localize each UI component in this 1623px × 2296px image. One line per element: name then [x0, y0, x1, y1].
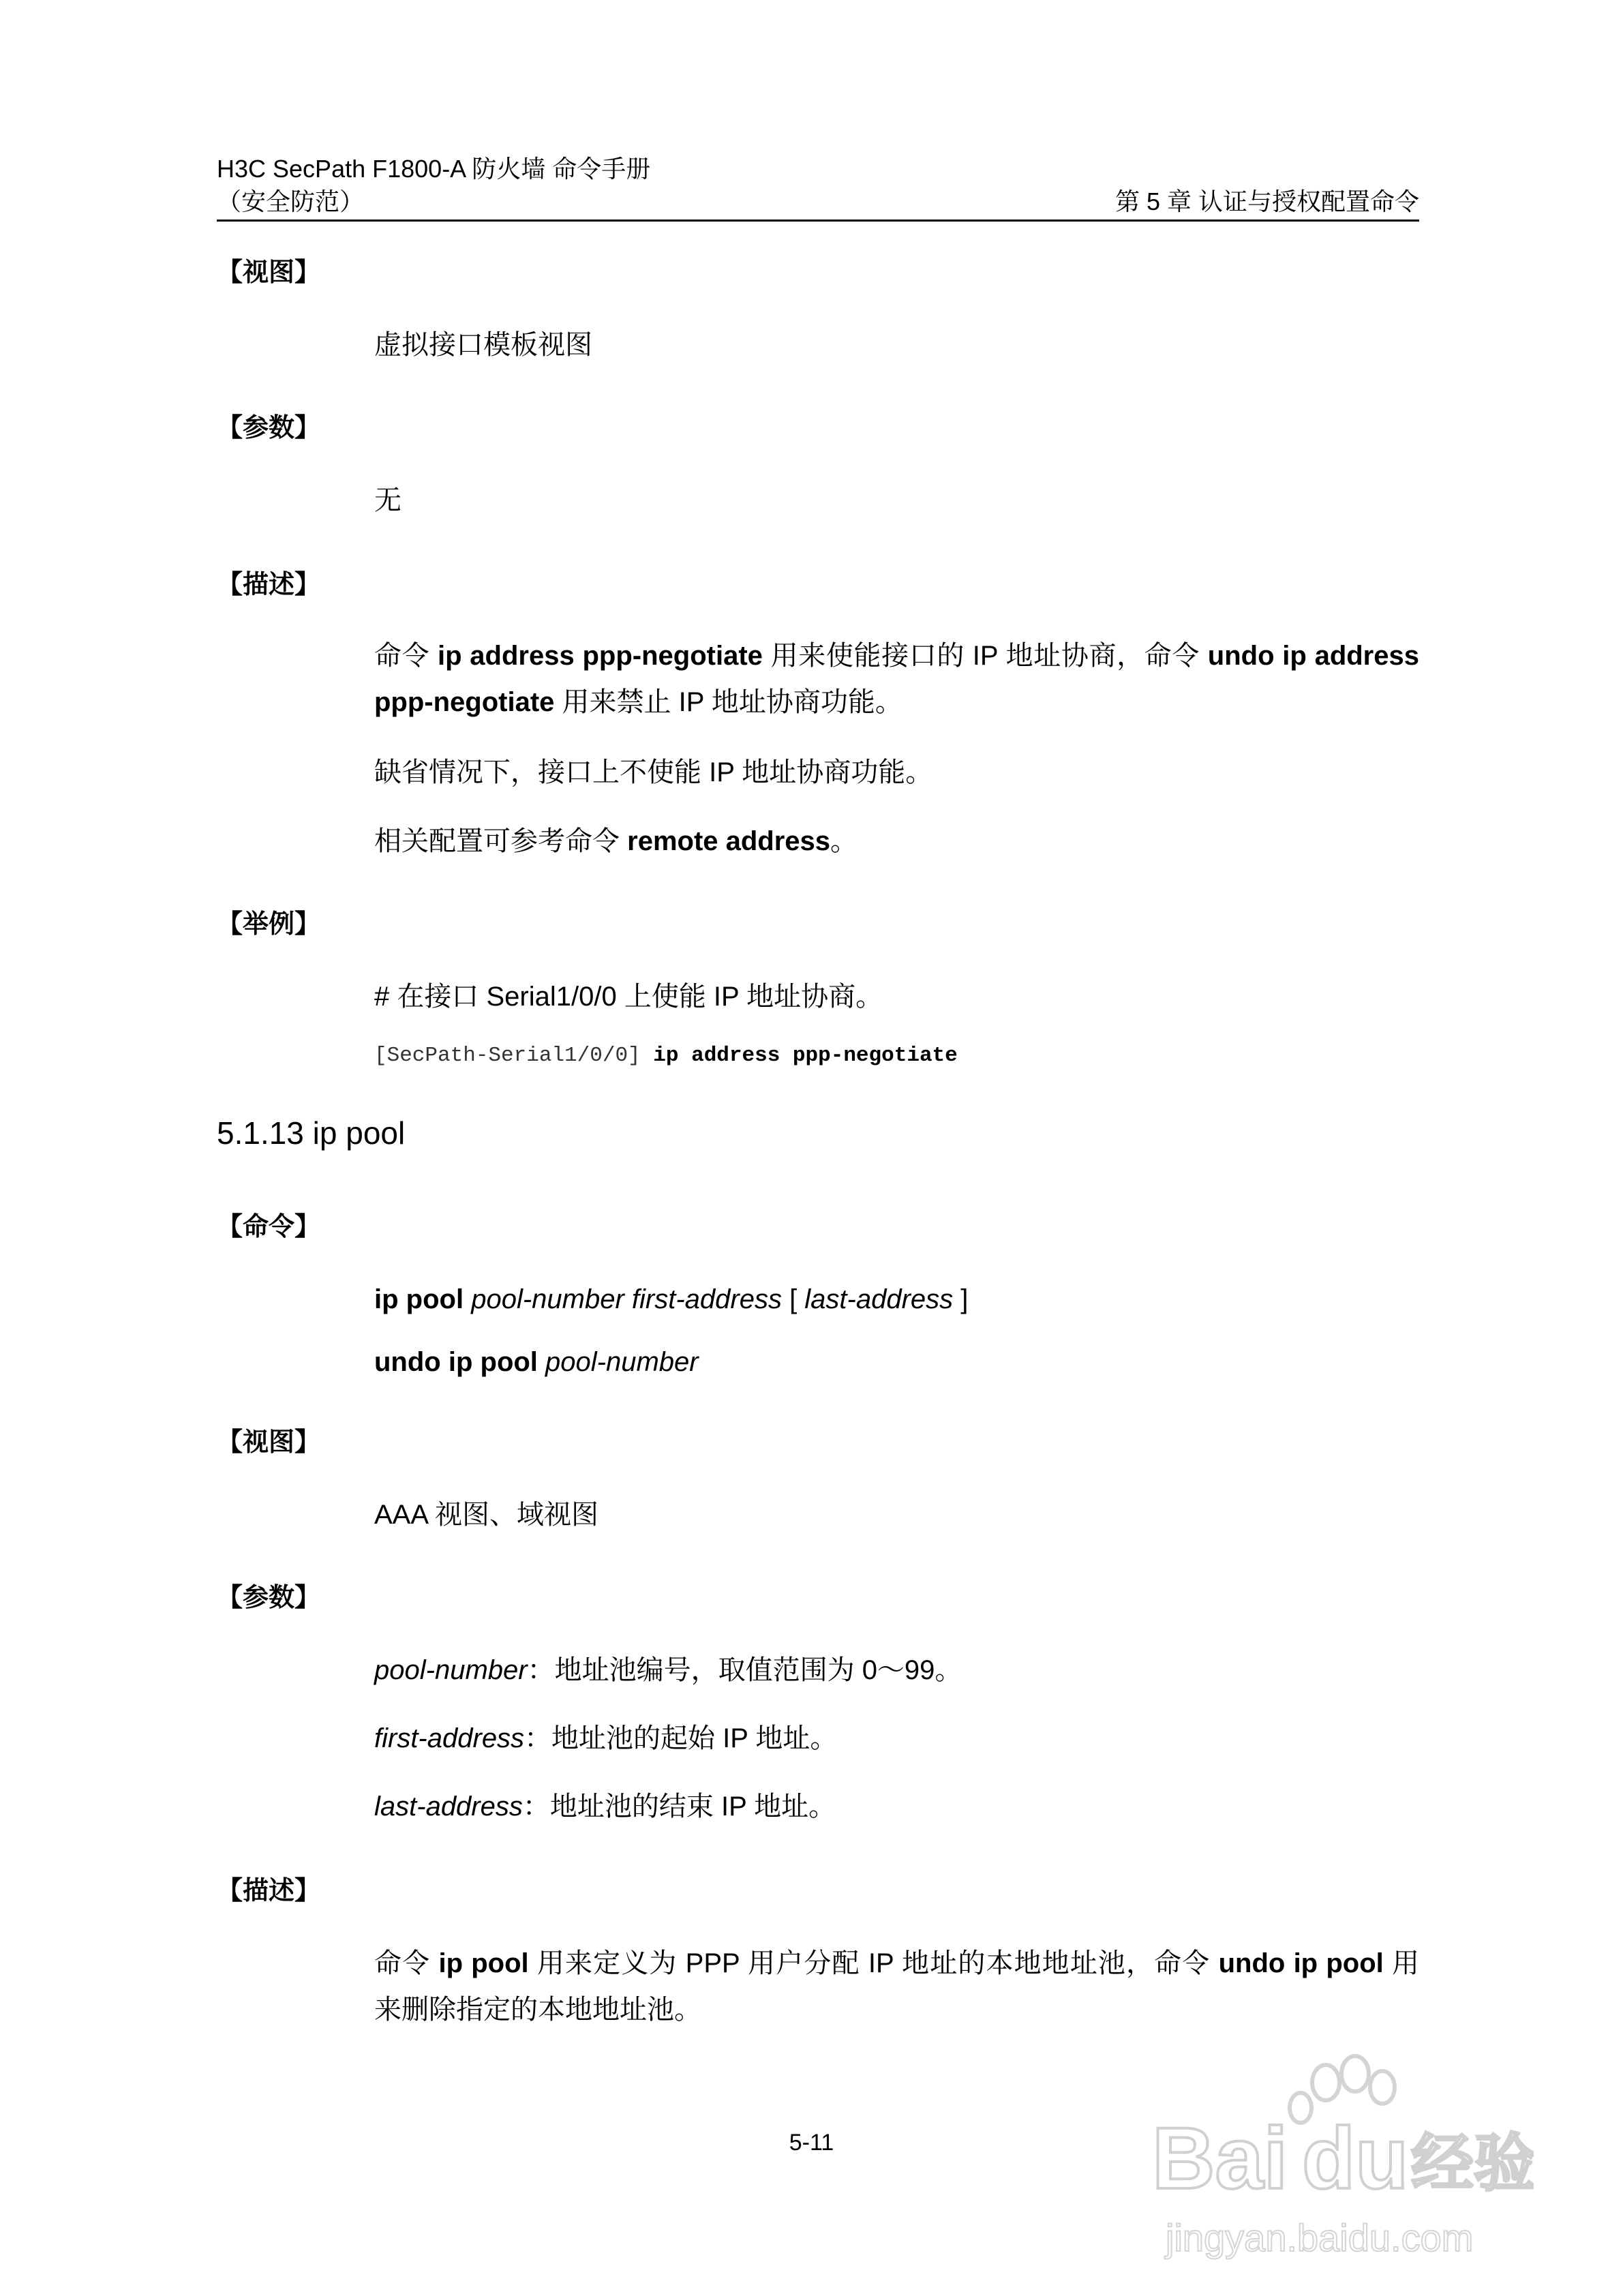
code-example: [SecPath-Serial1/0/0] ip address ppp-negotiate	[374, 1044, 958, 1068]
view-text-2: AAA 视图、域视图	[374, 1500, 598, 1530]
params-text: 无	[374, 485, 401, 515]
header-chapter: 第 5 章 认证与授权配置命令	[1114, 187, 1419, 215]
param-pool-number: pool-number：地址池编号，取值范围为 0～99。	[374, 1655, 962, 1685]
desc-paragraph-1: 命令 ip address ppp-negotiate 用来使能接口的 IP 地址协商，命令 undo ip address ppp-negotiate 用来禁止 IP 地址协商功能。	[374, 641, 1419, 717]
baidu-jingyan-watermark	[1152, 2052, 1534, 2270]
header-subtitle: （安全防范）	[217, 187, 365, 215]
example-text: # 在接口 Serial1/0/0 上使能 IP 地址协商。	[374, 982, 883, 1012]
watermark-brand2: du	[1302, 2110, 1409, 2207]
cmd-syntax-2: undo ip pool pool-number	[374, 1347, 699, 1377]
view-heading-2: 【视图】	[217, 1428, 321, 1457]
header-title: H3C SecPath F1800-A 防火墙 命令手册	[217, 155, 651, 183]
watermark-brand: Bai	[1152, 2110, 1288, 2207]
view-text: 虚拟接口模板视图	[374, 330, 592, 360]
desc-paragraph-ip-pool: 命令 ip pool 用来定义为 PPP 用户分配 IP 地址的本地地址池，命令 undo ip pool 用来删除指定的本地地址池。	[374, 1948, 1419, 2025]
watermark-url: jingyan.baidu.com	[1166, 2216, 1474, 2259]
section-title: 5.1.13 ip pool	[217, 1115, 406, 1151]
paw-icon	[1152, 2052, 1534, 2270]
page-number: 5-11	[789, 2130, 834, 2156]
watermark-jingyan: 经验	[1411, 2127, 1534, 2200]
param-last-address: last-address：地址池的结束 IP 地址。	[374, 1792, 836, 1822]
cmd-syntax-1: ip pool pool-number first-address [ last-address ]	[374, 1284, 969, 1314]
header-rule	[217, 220, 1419, 222]
view-heading: 【视图】	[217, 258, 321, 287]
example-heading: 【举例】	[217, 910, 321, 939]
cmd-heading: 【命令】	[217, 1213, 321, 1241]
desc-paragraph-2: 缺省情况下，接口上不使能 IP 地址协商功能。	[374, 757, 933, 787]
params-heading: 【参数】	[217, 414, 321, 442]
params-heading-2: 【参数】	[217, 1584, 321, 1612]
desc-heading: 【描述】	[217, 571, 321, 599]
desc-paragraph-3: 相关配置可参考命令 remote address。	[374, 826, 858, 856]
desc-heading-2: 【描述】	[217, 1877, 321, 1905]
param-first-address: first-address：地址池的起始 IP 地址。	[374, 1723, 838, 1753]
